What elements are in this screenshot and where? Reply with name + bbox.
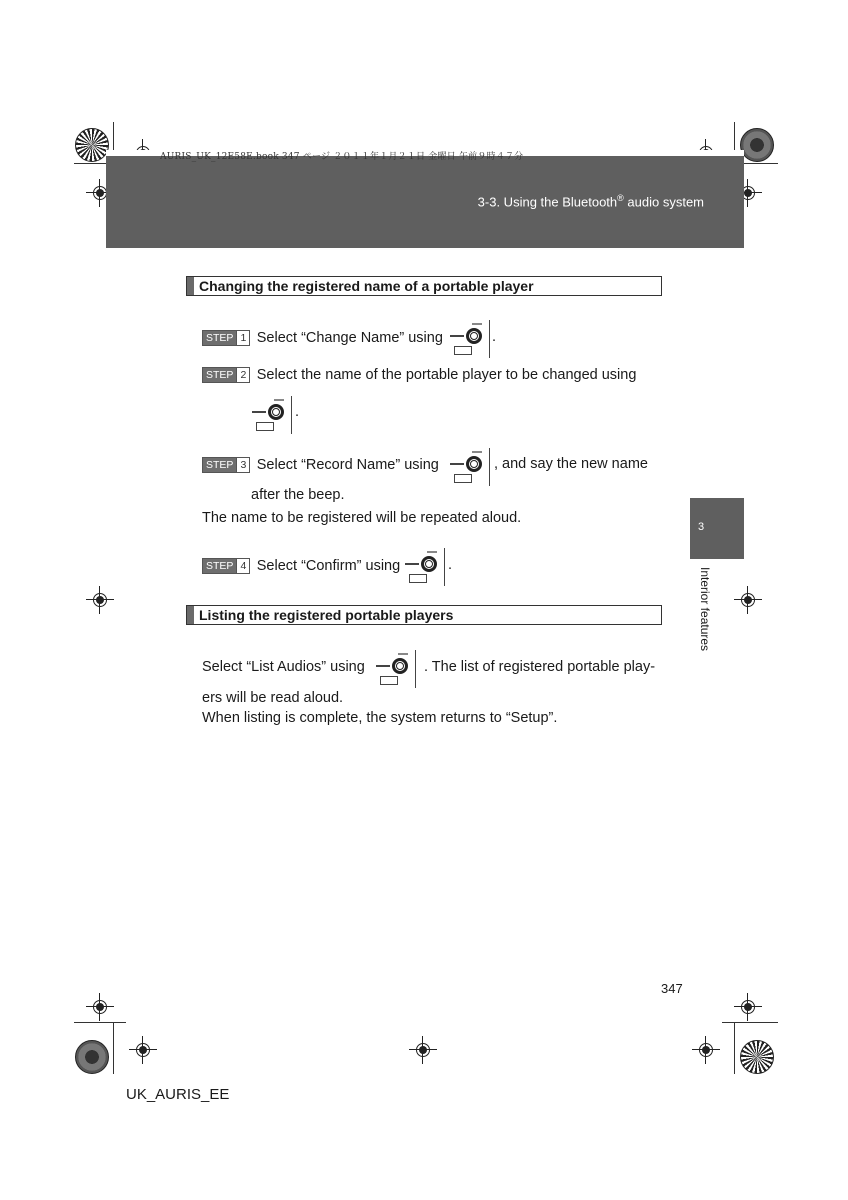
registration-rosette-icon — [75, 128, 109, 162]
tune-select-knob-icon — [448, 448, 490, 486]
body-line: ers will be read aloud. — [202, 690, 344, 706]
registration-rosette-icon — [740, 128, 774, 162]
step-badge: STEP 4 — [202, 558, 250, 574]
heading-bar — [187, 606, 194, 624]
step-text: Select the name of the portable player to be changed using — [256, 367, 637, 383]
section-heading — [186, 276, 662, 296]
section-title — [478, 193, 704, 209]
body-line: Select “List Audios” using — [202, 659, 365, 675]
section-title-text: 3-3. Using the Bluetooth — [477, 194, 618, 210]
tune-select-knob-icon — [448, 320, 490, 358]
heading-bar — [187, 277, 194, 295]
heading-text: Listing the registered portable players — [199, 607, 454, 623]
body-line: . The list of registered portable play- — [424, 659, 656, 675]
section-heading — [186, 605, 662, 625]
crosshair-mark-icon — [129, 1036, 157, 1064]
step-text-end: . — [295, 404, 300, 420]
step-3 — [202, 456, 439, 474]
step-badge: STEP 1 — [202, 330, 250, 346]
note-text: The name to be registered will be repeated aloud. — [202, 510, 522, 526]
chapter-number: 3 — [698, 521, 705, 533]
step-text: Select “Record Name” using — [256, 457, 439, 473]
trim-line — [734, 1022, 735, 1074]
heading-text: Changing the registered name of a portable player — [199, 278, 534, 294]
step-text: Select “Change Name” using — [256, 330, 443, 346]
registration-rosette-icon — [75, 1040, 109, 1074]
registration-rosette-icon — [740, 1040, 774, 1074]
step-text-end: , and say the new name — [494, 456, 648, 472]
step-text: Select “Confirm” using — [256, 558, 401, 574]
step-text-continued: after the beep. — [251, 487, 345, 503]
crosshair-mark-icon — [86, 993, 114, 1021]
trim-line — [74, 1022, 126, 1023]
trim-line — [744, 163, 778, 164]
crosshair-mark-icon — [86, 586, 114, 614]
crosshair-mark-icon — [734, 993, 762, 1021]
step-text-end: . — [492, 329, 497, 345]
page-number: 347 — [661, 981, 683, 996]
chapter-label: Interior features — [698, 567, 712, 652]
crosshair-mark-icon — [734, 586, 762, 614]
crosshair-mark-icon — [409, 1036, 437, 1064]
step-2 — [202, 366, 636, 384]
section-title-suffix: audio system — [623, 194, 704, 210]
step-badge: STEP 2 — [202, 367, 250, 383]
trim-line — [113, 1022, 114, 1074]
trim-line — [74, 163, 106, 164]
step-badge: STEP 3 — [202, 457, 250, 473]
step-text-end: . — [448, 557, 453, 573]
tune-select-knob-icon — [374, 650, 416, 688]
body-line: When listing is complete, the system returns to “Setup”. — [202, 710, 558, 726]
footer-code: UK_AURIS_EE — [126, 1086, 230, 1103]
step-1 — [202, 329, 443, 347]
trim-line — [722, 1022, 778, 1023]
tune-select-knob-icon — [250, 396, 292, 434]
crosshair-mark-icon — [692, 1036, 720, 1064]
print-meta-text: AURIS_UK_12E58E.book 347 ページ ２０１１年１月２１日 金曜日 午前９時４７分 — [160, 152, 524, 162]
registered-mark: ® — [617, 193, 624, 203]
tune-select-knob-icon — [403, 548, 445, 586]
step-4 — [202, 557, 400, 575]
